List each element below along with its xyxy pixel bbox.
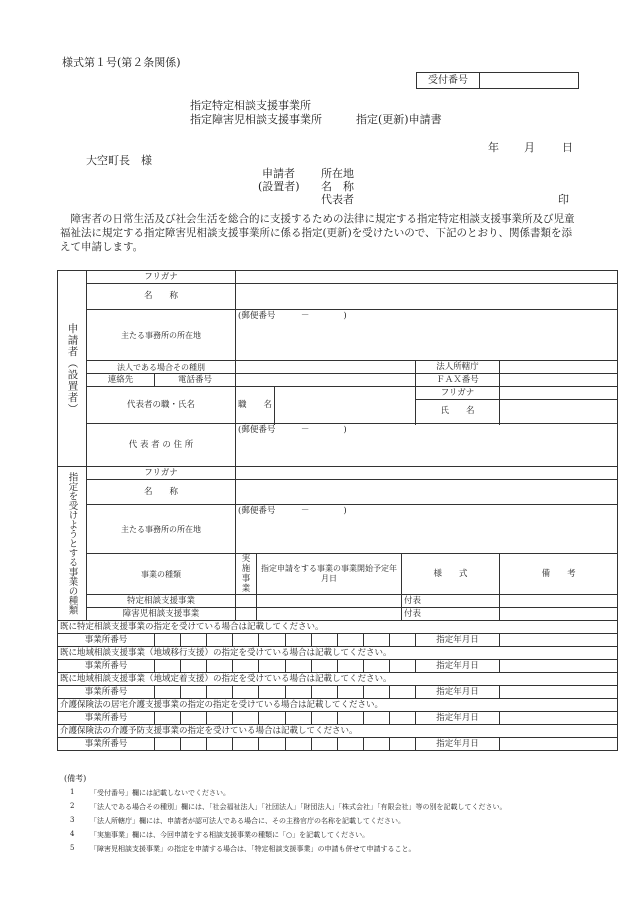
corp-type-field[interactable] [236, 361, 416, 374]
notes-title: (備考) [64, 774, 87, 783]
title-line-2: 指定障害児相談支援事業所 [190, 113, 322, 126]
fax-label: ＦＡＸ番号 [416, 374, 500, 387]
note-4-number: 4 [70, 830, 75, 838]
business-row-1-label: 特定相談支援事業 [87, 595, 236, 608]
receipt-number-field[interactable] [480, 73, 578, 88]
note-3-text: 「法人所轄庁」欄には、申請者が認可法人である場合に、その主務官庁の名称を記載してください。 [90, 817, 405, 825]
office-number-field-4[interactable] [155, 712, 416, 725]
office-address-label: 主たる事務所の所在地 [87, 310, 236, 361]
designation-date-field-2[interactable] [500, 660, 618, 673]
name-cell-label: 名 称 [87, 284, 236, 310]
biz-address-field[interactable] [236, 517, 618, 554]
biz-furigana-label: フリガナ [87, 467, 236, 480]
office-number-label-5: 事業所番号 [58, 738, 155, 751]
contact-label: 連絡先 [87, 374, 155, 387]
office-number-field-3[interactable] [155, 686, 416, 699]
name-field[interactable] [236, 284, 618, 310]
note-2-text: 「法人である場合その種別」欄には、「社会福祉法人」「社団法人」「財団法人」「株式会社」「有限会社」等の別を記載してください。 [90, 803, 507, 811]
note-5-text: 「障害児相談支援事業」の指定を申請する場合は、「特定相談支援事業」の申請も併せて申請すること。 [90, 845, 416, 853]
business-row-2-check[interactable] [236, 608, 257, 621]
location-label: 所在地 [321, 167, 354, 180]
remarks-header: 備 考 [500, 554, 618, 595]
addressee: 大空町長 様 [86, 154, 152, 167]
prev-designation-1-text: 既に特定相談支援事業の指定を受けている場合は記載してください。 [58, 621, 618, 634]
note-2-number: 2 [70, 802, 75, 810]
implementation-header: 実施事業 [236, 554, 257, 595]
corp-type-label: 法人である場合その種別 [87, 361, 236, 374]
note-1-number: 1 [70, 788, 75, 796]
person-name-label: 氏 名 [416, 400, 500, 424]
rep-furigana-field[interactable] [500, 387, 618, 400]
postal-code-field[interactable]: (郵便番号 － ) [236, 310, 618, 323]
prev-designation-5-text: 介護保険法の介護予防支援事業の指定を受けている場合は記載してください。 [58, 725, 618, 738]
note-3-number: 3 [70, 816, 75, 824]
note-5-number: 5 [70, 844, 75, 852]
note-1-text: 「受付番号」欄には記載しないでください。 [90, 789, 230, 797]
designation-date-field-1[interactable] [500, 634, 618, 647]
rep-postal-field[interactable]: (郵便番号 － ) [236, 424, 618, 437]
title-suffix: 指定(更新)申請書 [356, 113, 442, 126]
title-line-1: 指定特定相談支援事業所 [190, 99, 311, 112]
office-number-field-1[interactable] [155, 634, 416, 647]
rep-furigana-label: フリガナ [416, 387, 500, 400]
receipt-number-box [416, 72, 579, 89]
biz-postal-field[interactable]: (郵便番号 － ) [236, 505, 618, 518]
business-row-1-remarks[interactable] [500, 595, 618, 608]
biz-name-field[interactable] [236, 480, 618, 505]
office-address-field[interactable] [236, 322, 618, 361]
date-day: 日 [562, 141, 573, 154]
business-row-2-label: 障害児相談支援事業 [87, 608, 236, 621]
representative-label: 代表者 [321, 193, 354, 206]
corp-authority-label: 法人所轄庁 [416, 361, 500, 374]
designation-date-label-2: 指定年月日 [416, 660, 500, 673]
business-row-2-style: 付表 [402, 608, 500, 621]
date-month: 月 [524, 141, 535, 154]
position-field[interactable] [275, 387, 416, 424]
furigana-label: フリガナ [87, 271, 236, 284]
position-label: 職 名 [236, 387, 275, 424]
biz-address-label: 主たる事務所の所在地 [87, 505, 236, 554]
office-number-label-3: 事業所番号 [58, 686, 155, 699]
prev-designation-4-text: 介護保険法の居宅介護支援事業の指定の指定を受けている場合は記載してください。 [58, 699, 618, 712]
business-row-1-date[interactable] [257, 595, 402, 608]
business-row-2-remarks[interactable] [500, 608, 618, 621]
applicant-section-label: 申請者（設置者） [58, 271, 87, 467]
note-4-text: 「実施事業」欄には、今回申請をする相談支援事業の種類に「○」を記載してください。 [90, 831, 370, 839]
corp-authority-field[interactable] [500, 361, 618, 374]
intro-paragraph: 障害者の日常生活及び社会生活を総合的に支援するための法律に規定する指定特定相談支援事業所及び児童福祉法に規定する指定障害児相談支援事業所に係る指定(更新)を受けたいので、下記のとおり、関係書類を添えて申請します。 [60, 213, 575, 253]
applicant-label: 申請者 [262, 167, 295, 180]
designation-date-field-4[interactable] [500, 712, 618, 725]
establisher-label: (設置者) [258, 180, 300, 193]
name-label: 名 称 [321, 180, 354, 193]
designation-date-label-5: 指定年月日 [416, 738, 500, 751]
furigana-field[interactable] [236, 271, 618, 284]
application-table [57, 270, 618, 751]
biz-name-label: 名 称 [87, 480, 236, 505]
biz-furigana-field[interactable] [236, 467, 618, 480]
phone-label: 電話番号 [155, 374, 236, 387]
designation-date-label-4: 指定年月日 [416, 712, 500, 725]
prev-designation-3-text: 既に地域相談支援事業（地域定着支援）の指定を受けている場合は記載してください。 [58, 673, 618, 686]
rep-address-label: 代 表 者 の 住 所 [87, 424, 236, 467]
office-number-label-1: 事業所番号 [58, 634, 155, 647]
business-row-2-date[interactable] [257, 608, 402, 621]
style-header: 様 式 [402, 554, 500, 595]
office-number-label-4: 事業所番号 [58, 712, 155, 725]
rep-address-field[interactable] [236, 436, 618, 467]
start-date-header: 指定申請をする事業の事業開始予定年月日 [257, 554, 402, 595]
business-row-1-style: 付表 [402, 595, 500, 608]
seal-mark: 印 [558, 193, 569, 206]
business-section-label: 指定を受けようとする事業の種類 [58, 467, 87, 621]
rep-title-name-label: 代表者の職・氏名 [87, 387, 236, 424]
office-number-field-2[interactable] [155, 660, 416, 673]
form-number: 様式第１号(第２条関係) [62, 56, 181, 69]
designation-date-field-3[interactable] [500, 686, 618, 699]
prev-designation-2-text: 既に地域相談支援事業（地域移行支援）の指定を受けている場合は記載してください。 [58, 647, 618, 660]
fax-field[interactable] [500, 374, 618, 387]
receipt-number-label: 受付番号 [417, 73, 480, 88]
date-year: 年 [488, 141, 499, 154]
designation-date-label-3: 指定年月日 [416, 686, 500, 699]
office-number-label-2: 事業所番号 [58, 660, 155, 673]
business-row-1-check[interactable] [236, 595, 257, 608]
designation-date-field-5[interactable] [500, 738, 618, 751]
office-number-field-5[interactable] [155, 738, 416, 751]
designation-date-label-1: 指定年月日 [416, 634, 500, 647]
phone-field[interactable] [236, 374, 416, 387]
person-name-field[interactable] [500, 400, 618, 424]
business-type-header: 事業の種類 [87, 554, 236, 595]
